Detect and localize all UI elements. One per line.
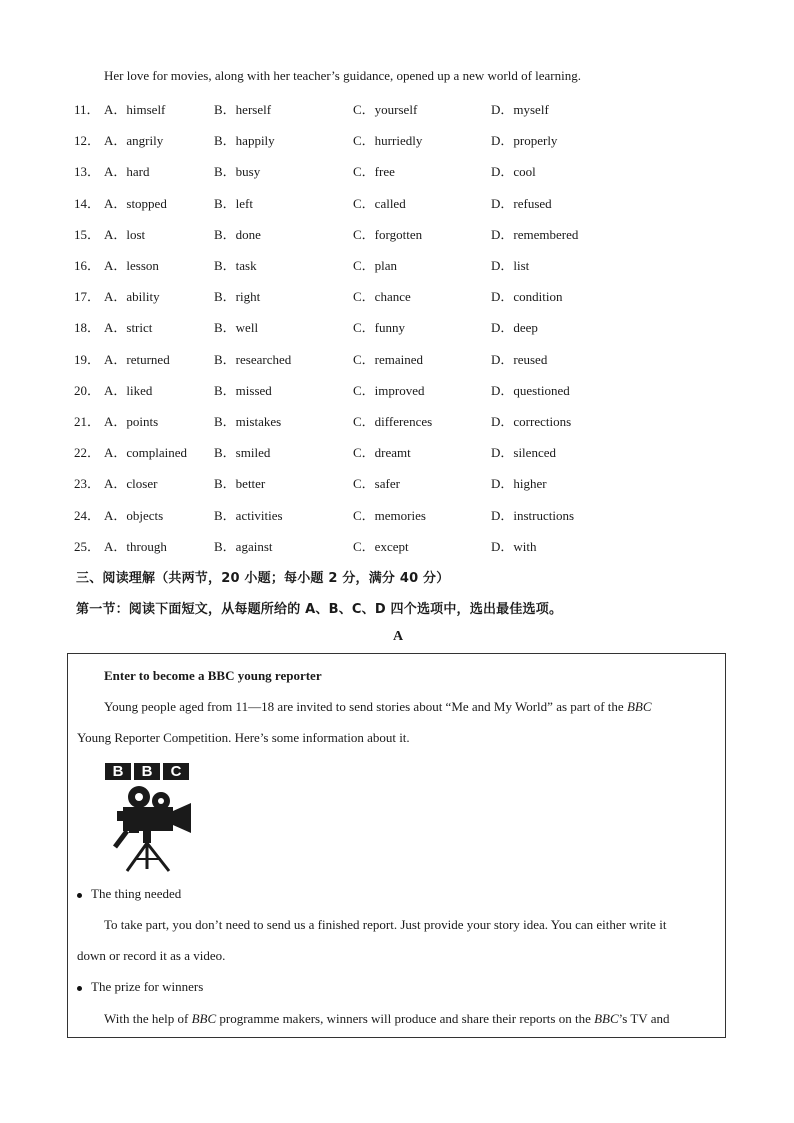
question-row (0, 505, 794, 523)
bbc-camera-logo (105, 763, 193, 873)
option-b: B．mistakes (214, 414, 282, 429)
option-b: B．researched (214, 351, 292, 367)
option-a: A．liked (104, 382, 153, 398)
option-c: C．except (353, 538, 409, 554)
option-b: B．better (214, 476, 266, 492)
option-a: A．angrily (104, 133, 164, 149)
bullet-dot-icon (77, 986, 82, 991)
question-row (0, 255, 794, 273)
para3-bbc-italic: BBC (191, 1011, 217, 1026)
option-a: A．stopped (104, 195, 167, 211)
question-row (0, 317, 794, 335)
option-d: D．instructions (491, 507, 575, 523)
option-c: C．remained (353, 351, 424, 367)
option-a: A．closer (104, 476, 158, 492)
bbc-logo-letter: B (134, 763, 160, 780)
question-number: 19． (74, 351, 101, 367)
option-a: A．complained (104, 445, 188, 461)
option-c: C．hurriedly (353, 133, 423, 149)
bullet-text: The prize for winners (91, 979, 204, 994)
question-number: 11． (74, 102, 100, 117)
option-b: B．herself (214, 102, 272, 117)
option-c: C．free (353, 164, 395, 180)
question-number: 14． (74, 195, 101, 211)
option-a: A．himself (104, 102, 166, 117)
passage-label: A (393, 629, 404, 644)
option-c: C．chance (353, 289, 411, 305)
option-b: B．activities (214, 507, 283, 523)
option-a: A．lesson (104, 258, 159, 273)
question-number: 22． (74, 445, 101, 461)
question-number: 12． (74, 133, 101, 149)
option-c: C．called (353, 195, 406, 211)
option-d: D．higher (491, 476, 547, 492)
question-row (0, 286, 794, 304)
option-c: C．yourself (353, 102, 418, 117)
option-b: B．against (214, 538, 273, 554)
bullet-prize (77, 979, 203, 995)
option-a: A．points (104, 414, 159, 429)
option-b: B．task (214, 258, 257, 273)
section-title: 三、阅读理解（共两节，20 小题；每小题 2 分，满分 40 分） (76, 571, 450, 586)
question-number: 23． (74, 476, 101, 492)
question-number: 21． (74, 414, 101, 429)
para3-text: With the help of (104, 1011, 192, 1026)
option-c: C．dreamt (353, 445, 411, 461)
para2-line1: To take part, you don’t need to send us a finished report. Just provide your story idea. You can either write it (104, 917, 667, 932)
option-a: A．objects (104, 507, 164, 523)
bbc-logo-letter: C (163, 763, 189, 780)
option-b: B．done (214, 226, 261, 242)
option-b: B．left (214, 195, 253, 211)
option-b: B．missed (214, 382, 272, 398)
option-c: C．memories (353, 507, 426, 523)
intro-sentence: Her love for movies, along with her teacher’s guidance, opened up a new world of learning. (104, 68, 581, 83)
question-row (0, 224, 794, 242)
question-number: 16． (74, 258, 101, 273)
option-a: A．through (104, 538, 167, 554)
option-c: C．improved (353, 382, 425, 398)
option-d: D．refused (491, 195, 552, 211)
option-b: B．busy (214, 164, 261, 180)
bbc-logo-letter: B (105, 763, 131, 780)
option-c: C．plan (353, 258, 398, 273)
question-row (0, 161, 794, 179)
option-a: A．strict (104, 320, 153, 336)
option-b: B．well (214, 320, 259, 336)
movie-camera-icon (105, 783, 193, 875)
question-row (0, 442, 794, 460)
option-b: B．smiled (214, 445, 271, 461)
option-c: C．differences (353, 414, 433, 429)
option-c: C．funny (353, 320, 406, 336)
question-row (0, 411, 794, 429)
option-a: A．returned (104, 351, 170, 367)
question-number: 18． (74, 320, 101, 336)
para3-text: programme makers, winners will produce and share their reports on the (216, 1011, 595, 1026)
option-d: D．silenced (491, 445, 556, 461)
para3-bbc-italic: BBC (594, 1011, 619, 1026)
bullet-text: The thing needed (91, 886, 182, 901)
option-a: A．ability (104, 289, 160, 305)
question-row (0, 130, 794, 148)
para1-text: Young people aged from 11—18 are invited to send stories about “Me and My World” as part of the (104, 699, 627, 714)
option-d: D．condition (491, 289, 563, 305)
para1-line2: Young Reporter Competition. Here’s some information about it. (77, 730, 410, 745)
question-row (0, 380, 794, 398)
option-b: B．happily (214, 133, 275, 149)
para2-line2: down or record it as a video. (77, 948, 226, 963)
question-number: 25． (74, 538, 101, 554)
option-d: D．with (491, 538, 537, 554)
para3-line1 (104, 1011, 669, 1027)
bullet-dot-icon (77, 893, 82, 898)
question-number: 24． (74, 507, 101, 523)
para1-bbc-italic: BBC (626, 699, 652, 714)
option-d: D．corrections (491, 414, 572, 429)
para1-line1 (104, 699, 652, 715)
subsection-title: 第一节：阅读下面短文，从每题所给的 A、B、C、D 四个选项中，选出最佳选项。 (76, 602, 563, 617)
bullet-thing-needed (77, 886, 181, 902)
option-d: D．questioned (491, 382, 570, 398)
question-row (0, 536, 794, 554)
option-b: B．right (214, 289, 261, 305)
passage-box (67, 653, 726, 1038)
para3-text: ’s TV and (618, 1011, 670, 1026)
question-number: 13． (74, 164, 101, 180)
question-row (0, 99, 794, 117)
option-a: A．lost (104, 226, 146, 242)
question-row (0, 193, 794, 211)
option-d: D．myself (491, 102, 549, 117)
question-number: 17． (74, 289, 101, 305)
option-d: D．cool (491, 164, 536, 180)
option-d: D．deep (491, 320, 538, 336)
question-number: 15． (74, 226, 101, 242)
question-row (0, 473, 794, 491)
option-d: D．reused (491, 351, 548, 367)
option-d: D．list (491, 258, 530, 273)
option-c: C．forgotten (353, 226, 423, 242)
option-d: D．properly (491, 133, 558, 149)
option-a: A．hard (104, 164, 150, 180)
option-d: D．remembered (491, 226, 579, 242)
passage-title: Enter to become a BBC young reporter (104, 668, 322, 683)
question-row (0, 349, 794, 367)
option-c: C．safer (353, 476, 400, 492)
question-number: 20． (74, 382, 101, 398)
